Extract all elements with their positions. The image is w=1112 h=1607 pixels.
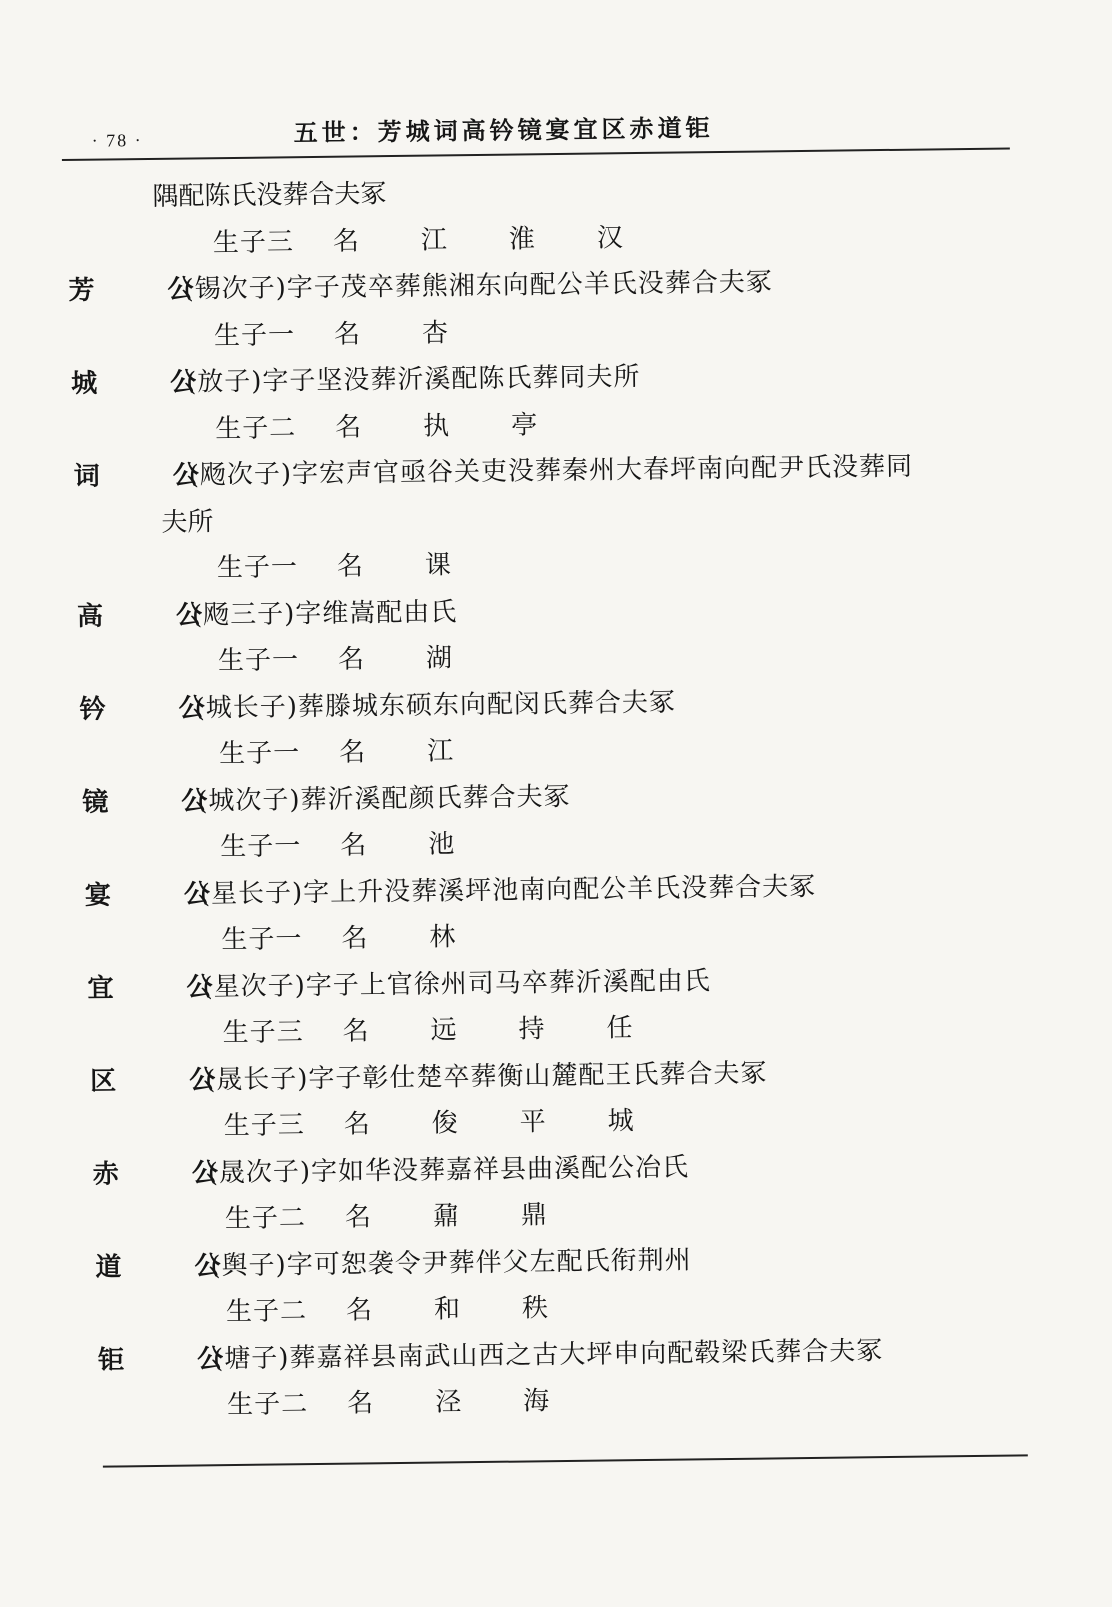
description-continuation: 夫所 xyxy=(161,502,214,543)
header-rule xyxy=(62,147,1010,161)
name-label: 名 xyxy=(345,1197,433,1238)
sons-line xyxy=(221,917,517,961)
ancestor-name: 钤 公 xyxy=(79,688,179,729)
name-label: 名 xyxy=(339,732,427,773)
sons-line xyxy=(219,731,515,775)
sons-line xyxy=(225,1194,609,1239)
ancestor-name: 词 公 xyxy=(74,456,174,497)
son-name: 任 xyxy=(606,1007,694,1048)
page-title: 五世：芳城词高钤镜宴宜区赤道钜 xyxy=(293,108,713,148)
son-count: 生子一 xyxy=(221,919,341,960)
name-label: 名 xyxy=(342,1011,430,1052)
son-count: 生子一 xyxy=(217,547,337,588)
ancestor-name: 宜 公 xyxy=(87,967,187,1008)
son-name: 执 xyxy=(423,405,511,446)
son-name: 杏 xyxy=(422,312,510,353)
page-header xyxy=(61,94,1010,166)
son-name: 池 xyxy=(428,824,516,865)
sons-line xyxy=(214,312,510,356)
ancestor-name: 道 公 xyxy=(95,1246,195,1287)
ancestor-description: (星长子)字上升没葬溪坪池南向配公羊氏没葬合夫冢 xyxy=(200,866,817,914)
son-count: 生子一 xyxy=(214,314,334,355)
son-count: 生子一 xyxy=(218,640,338,681)
son-name: 俊 xyxy=(431,1103,519,1144)
ancestor-name: 赤 公 xyxy=(93,1153,193,1194)
son-name: 江 xyxy=(427,731,515,772)
ancestor-name: 宴 公 xyxy=(85,874,185,915)
son-name: 和 xyxy=(434,1289,522,1330)
son-name: 城 xyxy=(607,1100,695,1141)
son-count: 生子一 xyxy=(220,826,340,867)
name-label: 名 xyxy=(347,1383,435,1424)
son-name: 江 xyxy=(421,219,509,260)
son-name: 课 xyxy=(425,545,513,586)
son-count: 生子三 xyxy=(222,1012,342,1053)
name-label: 名 xyxy=(343,1104,431,1145)
son-count: 生子二 xyxy=(215,407,335,448)
son-name: 亭 xyxy=(511,404,599,445)
son-count: 生子一 xyxy=(219,733,339,774)
son-name: 泾 xyxy=(435,1382,523,1423)
ancestor-description: (晟长子)字子彰仕楚卒葬衡山麓配王氏葬合夫冢 xyxy=(205,1053,768,1100)
son-name: 汉 xyxy=(597,217,685,258)
ancestor-name: 高 公 xyxy=(77,595,177,636)
son-count: 生子三 xyxy=(213,221,333,262)
ancestor-description: (飏次子)字宏声官亟谷关吏没葬秦州大春坪南向配尹氏没葬同 xyxy=(189,447,914,496)
ancestor-description: (晟次子)字如华没葬嘉祥县曲溪配公冶氏 xyxy=(208,1147,690,1193)
son-count: 生子二 xyxy=(226,1291,346,1332)
sons-line xyxy=(215,404,599,449)
sons-line xyxy=(226,1287,610,1332)
son-name: 淮 xyxy=(509,218,597,259)
name-label: 名 xyxy=(337,546,425,587)
name-label: 名 xyxy=(335,406,423,447)
son-name: 林 xyxy=(429,917,517,958)
son-count: 生子二 xyxy=(225,1198,345,1239)
son-name: 海 xyxy=(523,1380,611,1421)
ancestor-name: 镜 公 xyxy=(82,781,182,822)
genealogy-body xyxy=(67,167,1007,178)
name-label: 名 xyxy=(333,220,421,261)
sons-line xyxy=(227,1380,611,1425)
ancestor-name: 芳 公 xyxy=(68,270,168,311)
sons-line xyxy=(220,824,516,868)
ancestor-description: (飏三子)字维嵩配由氏 xyxy=(192,592,458,635)
ancestor-description: (锡次子)字子茂卒葬熊湘东向配公羊氏没葬合夫冢 xyxy=(183,262,773,309)
son-count: 生子三 xyxy=(223,1105,343,1146)
page-number: · 78 · xyxy=(92,130,143,152)
son-name: 平 xyxy=(519,1101,607,1142)
ancestor-description: (星次子)字子上官徐州司马卒葬沂溪配由氏 xyxy=(202,961,711,1007)
opening-line: 隅配陈氏没葬合夫冢 xyxy=(152,174,386,217)
ancestor-description: (塘子)葬嘉祥县南武山西之古大坪申向配毂梁氏葬合夫冢 xyxy=(213,1331,884,1379)
son-count: 生子二 xyxy=(227,1384,347,1425)
ancestor-description: (放子)字子坚没葬沂溪配陈氏葬同夫所 xyxy=(186,357,641,403)
name-label: 名 xyxy=(346,1290,434,1331)
ancestor-description: (城次子)葬沂溪配颜氏葬合夫冢 xyxy=(197,776,571,821)
footer-rule xyxy=(103,1454,1028,1467)
ancestor-name: 城 公 xyxy=(71,363,171,404)
ancestor-description: (城长子)葬滕城东硕东向配闵氏葬合夫冢 xyxy=(194,682,676,728)
ancestor-name: 钜 公 xyxy=(98,1339,198,1380)
name-label: 名 xyxy=(341,918,429,959)
son-name: 远 xyxy=(430,1010,518,1051)
sons-line xyxy=(213,217,685,263)
sons-line xyxy=(217,545,513,589)
name-label: 名 xyxy=(334,313,422,354)
son-name: 持 xyxy=(518,1008,606,1049)
son-name: 鼎 xyxy=(521,1194,609,1235)
name-label: 名 xyxy=(340,825,428,866)
son-name: 湖 xyxy=(426,638,514,679)
son-name: 鼐 xyxy=(433,1196,521,1237)
son-name: 秩 xyxy=(522,1287,610,1328)
sons-line xyxy=(222,1007,694,1053)
ancestor-description: (舆子)字可恕袭令尹葬伴父左配氏衔荆州 xyxy=(210,1240,692,1286)
ancestor-name: 区 公 xyxy=(90,1060,190,1101)
name-label: 名 xyxy=(338,639,426,680)
sons-line xyxy=(218,638,514,682)
sons-line xyxy=(223,1100,695,1146)
